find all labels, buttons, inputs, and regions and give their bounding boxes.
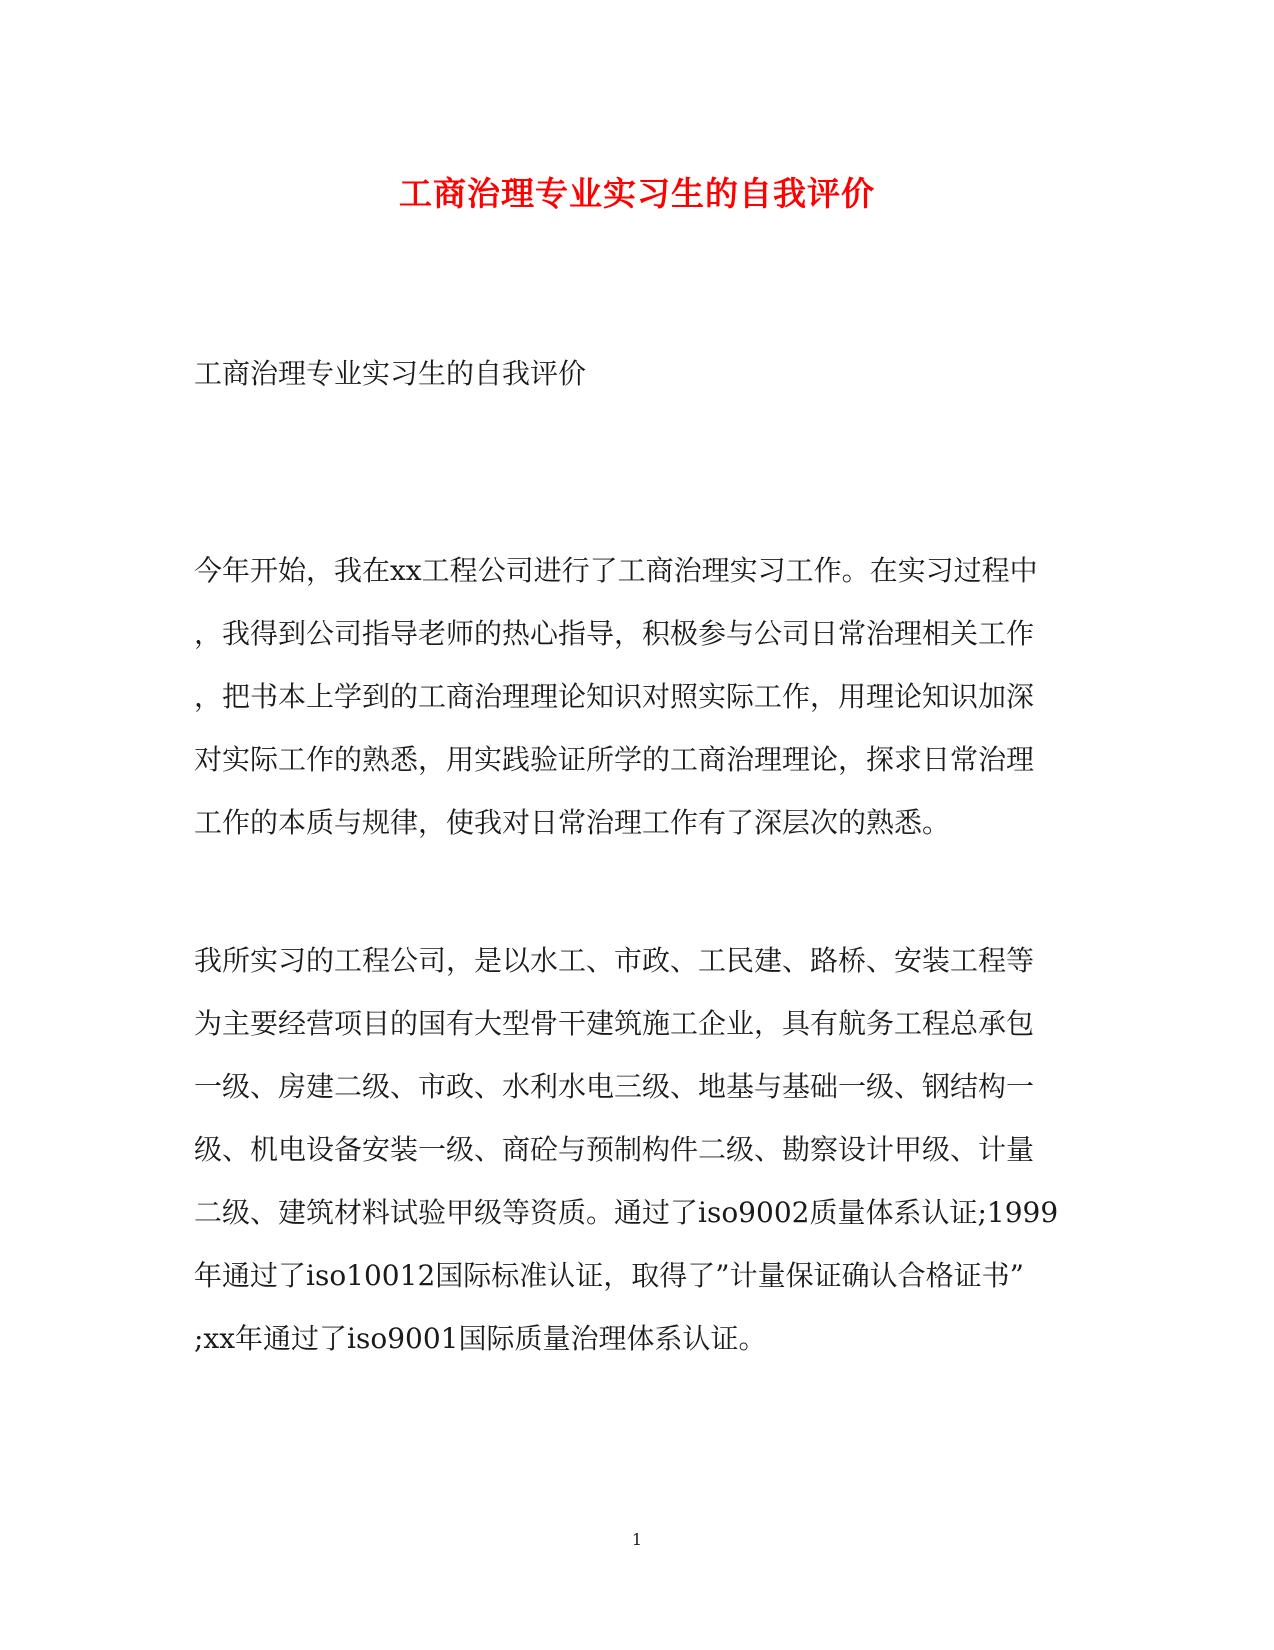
paragraph-line: 为主要经营项目的国有大型骨干建筑施工企业，具有航务工程总承包 [194, 1007, 1035, 1040]
paragraph-line: 对实际工作的熟悉，用实践验证所学的工商治理理论，探求日常治理 [194, 743, 1035, 776]
paragraph-line: ，我得到公司指导老师的热心指导，积极参与公司日常治理相关工作 [194, 617, 1035, 650]
paragraph-1 [194, 539, 1074, 854]
paragraph-line: 工作的本质与规律，使我对日常治理工作有了深层次的熟悉。 [194, 806, 951, 839]
document-subtitle: 工商治理专业实习生的自我评价 [194, 357, 587, 390]
paragraph-line: 级、机电设备安装一级、商砼与预制构件二级、勘察设计甲级、计量 [194, 1133, 1035, 1166]
page-number: 1 [631, 1530, 643, 1549]
paragraph-line: 一级、房建二级、市政、水利水电三级、地基与基础一级、钢结构一 [194, 1070, 1035, 1103]
paragraph-line: ，把书本上学到的工商治理理论知识对照实际工作，用理论知识加深 [194, 680, 1035, 713]
document-title: 工商治理专业实习生的自我评价 [399, 174, 875, 213]
paragraph-2 [194, 929, 1074, 1370]
paragraph-line: 年通过了iso10012国际标准认证，取得了”计量保证确认合格证书” [194, 1259, 1024, 1292]
paragraph-line: 我所实习的工程公司，是以水工、市政、工民建、路桥、安装工程等 [194, 944, 1035, 977]
paragraph-line: ;xx年通过了iso9001国际质量治理体系认证。 [194, 1322, 767, 1355]
paragraph-line: 二级、建筑材料试验甲级等资质。通过了iso9002质量体系认证;1999 [194, 1196, 1059, 1229]
paragraph-line: 今年开始，我在xx工程公司进行了工商治理实习工作。在实习过程中 [194, 554, 1038, 587]
